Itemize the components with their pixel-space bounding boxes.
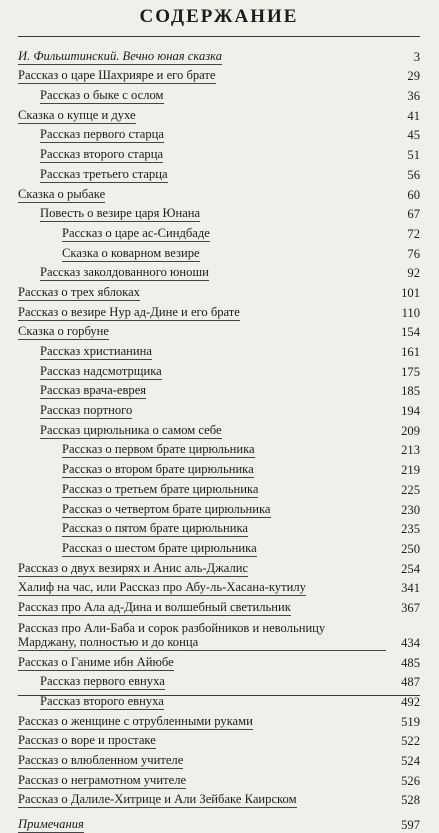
toc-entry-title: Рассказ второго старца	[40, 147, 164, 162]
toc-entry[interactable]	[18, 104, 420, 124]
toc-entry-title: Рассказ христианина	[40, 344, 152, 358]
toc-entry-page: 101	[401, 285, 420, 300]
toc-entry[interactable]	[18, 537, 420, 557]
toc-entry-page: 29	[407, 69, 420, 84]
toc-entry-title: Халиф на час, или Рассказ про Абу-ль-Хасана-кутилу	[18, 580, 306, 595]
toc-entry-page: 154	[401, 325, 420, 340]
toc-entry-page: 56	[407, 167, 420, 182]
toc-entry[interactable]	[18, 730, 420, 750]
toc-entry[interactable]	[18, 577, 420, 597]
toc-entry-title: Рассказ о первом брате цирюльника	[62, 442, 255, 457]
toc-entry[interactable]	[18, 222, 420, 242]
toc-entry-page: 597	[401, 818, 420, 833]
toc-entry-page: 487	[401, 675, 420, 690]
toc-entry[interactable]	[18, 143, 420, 163]
toc-entry-title: Рассказ о третьем брате цирюльника	[62, 481, 259, 496]
toc-entry-title: И. Фильштинский. Вечно юная сказка	[18, 48, 223, 63]
toc-entry-title: Рассказ первого евнуха	[40, 674, 165, 689]
toc-entry[interactable]	[18, 651, 420, 671]
toc-entry[interactable]	[18, 769, 420, 789]
toc-entry[interactable]	[18, 458, 420, 478]
toc-entry[interactable]	[18, 671, 420, 691]
toc-entry-page: 67	[407, 207, 420, 222]
toc-entry-title: Рассказ о втором брате цирюльника	[62, 462, 254, 477]
toc-entry-title: Рассказ цирюльника о самом себе	[40, 422, 222, 437]
toc-entry-page: 230	[401, 502, 420, 517]
toc-entry-title: Рассказ портного	[40, 403, 133, 418]
toc-entry-title: Рассказ о Ганиме ибн Айюбе	[18, 654, 174, 669]
toc-entry-title: Рассказ о женщине с отрубленными руками	[18, 713, 253, 728]
bottom-rule	[18, 695, 420, 696]
toc-entry-page: 519	[401, 714, 420, 729]
toc-entry-page: 92	[407, 266, 420, 281]
toc-entry[interactable]	[18, 419, 420, 439]
toc-entry-page: 225	[401, 482, 420, 497]
toc-entry-page: 522	[401, 734, 420, 749]
toc-entry[interactable]	[18, 360, 420, 380]
toc-entry-title: Рассказ о неграмотном учителе	[18, 772, 187, 787]
toc-entry-page: 367	[401, 600, 420, 615]
toc-entry-title: Повесть о везире царя Юнана	[40, 206, 201, 221]
toc-entry-page: 434	[401, 635, 420, 650]
toc-entry-title: Рассказ врача-еврея	[40, 383, 147, 398]
toc-entry-page: 526	[401, 773, 420, 788]
toc-entry[interactable]	[18, 65, 420, 85]
toc-entry-page: 254	[401, 561, 420, 576]
toc-entry-title: Рассказ о двух везирях и Анис аль-Джалис	[18, 560, 249, 575]
toc-entry-title: Рассказ о Далиле-Хитрице и Али Зейбаке Каирском	[18, 792, 297, 807]
toc-entry[interactable]	[18, 399, 420, 419]
toc-entry-page: 72	[407, 226, 420, 241]
toc-entry[interactable]	[18, 596, 420, 616]
toc-entry-page: 36	[407, 89, 420, 104]
toc-entry-title: Рассказ про Али-Баба и сорок разбойников и невольницу Марджану, полностью и до конца	[18, 621, 386, 651]
toc-entry[interactable]	[18, 281, 420, 301]
toc-entry-page: 185	[401, 384, 420, 399]
toc-entry-title: Рассказ о шестом брате цирюльника	[62, 540, 257, 555]
toc-entry[interactable]	[18, 690, 420, 710]
toc-entry-page: 194	[401, 404, 420, 419]
toc-list	[18, 36, 420, 833]
toc-entry-page: 341	[401, 581, 420, 596]
toc-entry-title: Рассказ про Ала ад-Дина и волшебный светильник	[18, 599, 291, 614]
toc-entry-title: Рассказ о четвертом брате цирюльника	[62, 501, 271, 516]
toc-entry-title: Рассказ второго евнуха	[40, 694, 164, 708]
toc-entry[interactable]	[18, 321, 420, 341]
toc-entry[interactable]	[18, 439, 420, 459]
toc-entry[interactable]	[18, 813, 420, 833]
toc-entry-title: Рассказ о быке с ослом	[40, 88, 164, 103]
toc-entry[interactable]	[18, 183, 420, 203]
toc-entry-title: Сказка о горбуне	[18, 324, 110, 339]
toc-entry[interactable]	[18, 749, 420, 769]
toc-entry-page: 41	[407, 108, 420, 123]
toc-entry[interactable]	[18, 163, 420, 183]
toc-entry-page: 110	[401, 305, 420, 320]
toc-entry-page: 213	[401, 443, 420, 458]
toc-entry-page: 175	[401, 364, 420, 379]
toc-entry-page: 524	[401, 754, 420, 769]
toc-entry[interactable]	[18, 789, 420, 809]
toc-entry-title: Сказка о купце и духе	[18, 107, 136, 122]
toc-entry-page: 235	[401, 522, 420, 537]
page-title: СОДЕРЖАНИЕ	[139, 6, 299, 27]
toc-entry[interactable]	[18, 301, 420, 321]
toc-entry-title: Рассказ о везире Нур ад-Дине и его брате	[18, 304, 240, 319]
toc-entry-page: 219	[401, 463, 420, 478]
toc-entry[interactable]	[18, 380, 420, 400]
toc-entry-page: 485	[401, 655, 420, 670]
toc-entry[interactable]	[18, 45, 420, 65]
toc-entry-page: 3	[413, 49, 420, 64]
toc-entry[interactable]	[18, 498, 420, 518]
toc-entry-title: Рассказ о царе ас-Синдбаде	[62, 225, 210, 240]
toc-entry-page: 528	[401, 793, 420, 808]
toc-entry-title: Рассказ надсмотрщика	[40, 363, 162, 378]
toc-entry[interactable]	[18, 557, 420, 577]
toc-entry-page: 76	[407, 246, 420, 261]
toc-entry-page: 209	[401, 423, 420, 438]
toc-entry-title: Рассказ о влюбленном учителе	[18, 753, 184, 768]
toc-entry[interactable]	[18, 262, 420, 282]
toc-entry-page: 492	[401, 695, 420, 709]
toc-entry[interactable]	[18, 124, 420, 144]
toc-entry[interactable]	[18, 478, 420, 498]
toc-entry[interactable]	[18, 616, 420, 651]
toc-entry-title: Рассказ заколдованного юноши	[40, 265, 209, 280]
toc-entry[interactable]	[18, 340, 420, 360]
toc-entry-page: 45	[407, 128, 420, 143]
toc-entry-title: Рассказ о царе Шахрияре и его брате	[18, 68, 216, 83]
toc-entry-page: 161	[401, 345, 420, 359]
toc-entry-title: Рассказ о пятом брате цирюльника	[62, 521, 249, 536]
toc-entry[interactable]	[18, 84, 420, 104]
toc-entry-title: Рассказ третьего старца	[40, 166, 168, 181]
toc-entry-title: Сказка о коварном везире	[62, 245, 200, 260]
toc-entry[interactable]	[18, 242, 420, 262]
toc-entry[interactable]	[18, 203, 420, 223]
toc-entry-page: 250	[401, 541, 420, 556]
toc-entry-title: Рассказ первого старца	[40, 127, 164, 142]
toc-entry-title: Примечания	[18, 817, 84, 832]
toc-entry-title: Рассказ о трех яблоках	[18, 284, 140, 299]
toc-entry-page: 60	[407, 187, 420, 202]
toc-entry[interactable]	[18, 518, 420, 538]
toc-entry-title: Сказка о рыбаке	[18, 186, 106, 201]
toc-entry-page: 51	[407, 148, 420, 163]
toc-entry-title: Рассказ о воре и простаке	[18, 733, 156, 748]
toc-entry[interactable]	[18, 710, 420, 730]
